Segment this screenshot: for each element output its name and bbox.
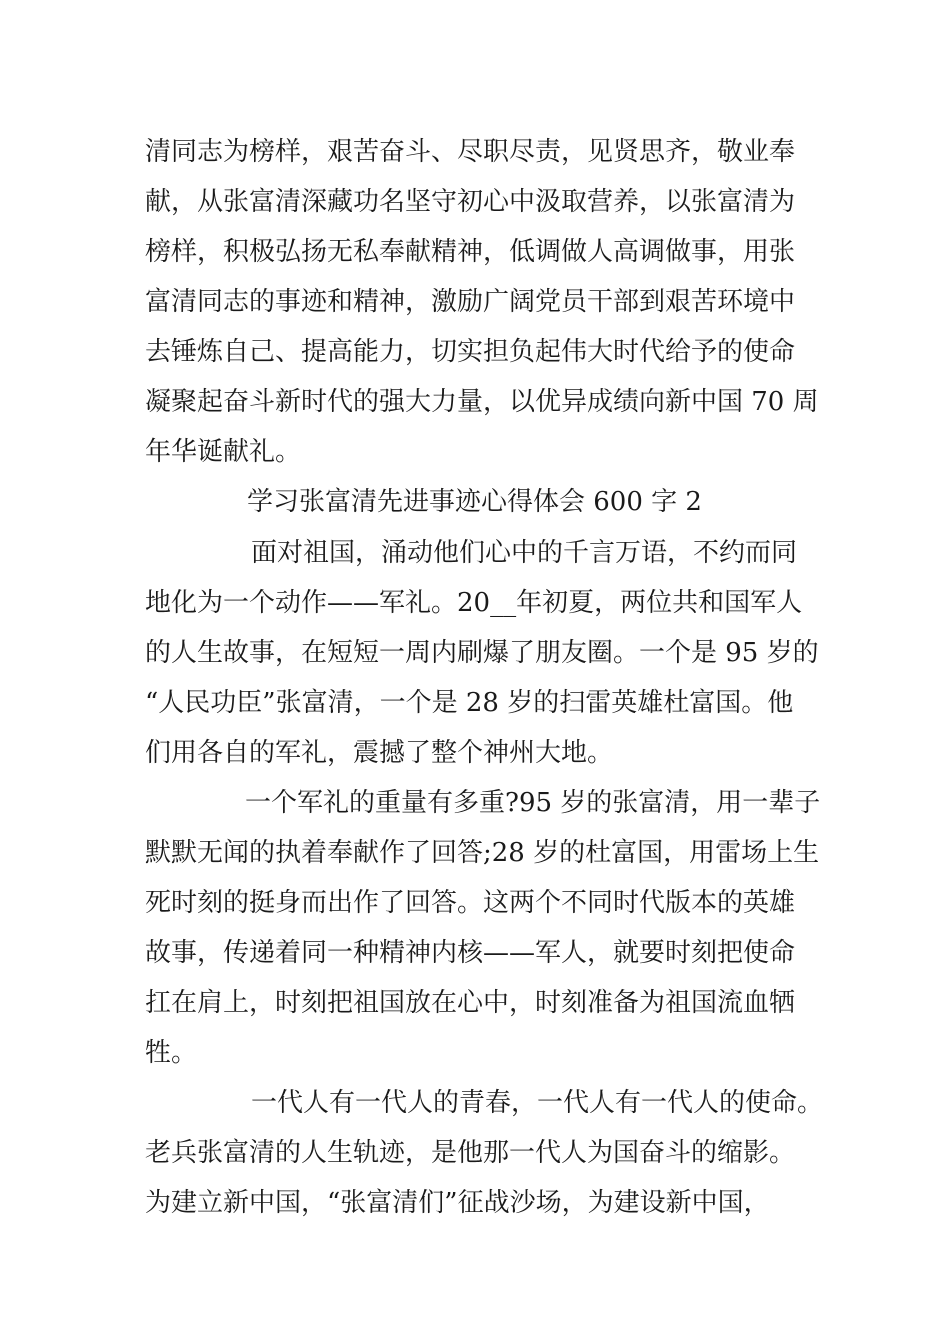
paragraph-2-line: 的人生故事，在短短一周内刷爆了朋友圈。一个是 95 岁的	[145, 638, 819, 668]
section-heading: 学习张富清先进事迹心得体会 600 字 2	[247, 487, 702, 517]
paragraph-2-line: 面对祖国，涌动他们心中的千言万语，不约而同	[251, 538, 798, 568]
paragraph-1-line: 富清同志的事迹和精神，激励广阔党员干部到艰苦环境中	[145, 287, 796, 317]
paragraph-1-line: 榜样，积极弘扬无私奉献精神，低调做人高调做事，用张	[145, 237, 796, 267]
paragraph-2-line: 们用各自的军礼，震撼了整个神州大地。	[145, 738, 614, 768]
paragraph-3-line: 扛在肩上，时刻把祖国放在心中，时刻准备为祖国流血牺	[145, 988, 796, 1018]
paragraph-1-line: 清同志为榜样，艰苦奋斗、尽职尽责，见贤思齐，敬业奉	[145, 137, 796, 167]
paragraph-2-line: 地化为一个动作——军礼。20__年初夏，两位共和国军人	[145, 588, 803, 618]
paragraph-1-line: 去锤炼自己、提高能力，切实担负起伟大时代给予的使命	[145, 337, 796, 367]
paragraph-4-line: 一代人有一代人的青春，一代人有一代人的使命。	[251, 1088, 824, 1118]
paragraph-3-line: 死时刻的挺身而出作了回答。这两个不同时代版本的英雄	[145, 888, 796, 918]
paragraph-3-line: 默默无闻的执着奉献作了回答;28 岁的杜富国，用雷场上生	[145, 838, 820, 868]
paragraph-1-line: 凝聚起奋斗新时代的强大力量，以优异成绩向新中国 70 周	[145, 387, 819, 417]
paragraph-1-line: 年华诞献礼。	[145, 437, 302, 467]
paragraph-2-line: “人民功臣”张富清，一个是 28 岁的扫雷英雄杜富国。他	[145, 688, 794, 718]
paragraph-3-line: 一个军礼的重量有多重?95 岁的张富清，用一辈子	[245, 788, 821, 818]
paragraph-4-line: 老兵张富清的人生轨迹，是他那一代人为国奋斗的缩影。	[145, 1138, 796, 1168]
paragraph-4-line: 为建立新中国，“张富清们”征战沙场，为建设新中国，	[145, 1188, 770, 1218]
paragraph-3-line: 牲。	[145, 1038, 198, 1068]
paragraph-1-line: 献，从张富清深藏功名坚守初心中汲取营养，以张富清为	[145, 187, 796, 217]
paragraph-3-line: 故事，传递着同一种精神内核——军人，就要时刻把使命	[145, 938, 796, 968]
